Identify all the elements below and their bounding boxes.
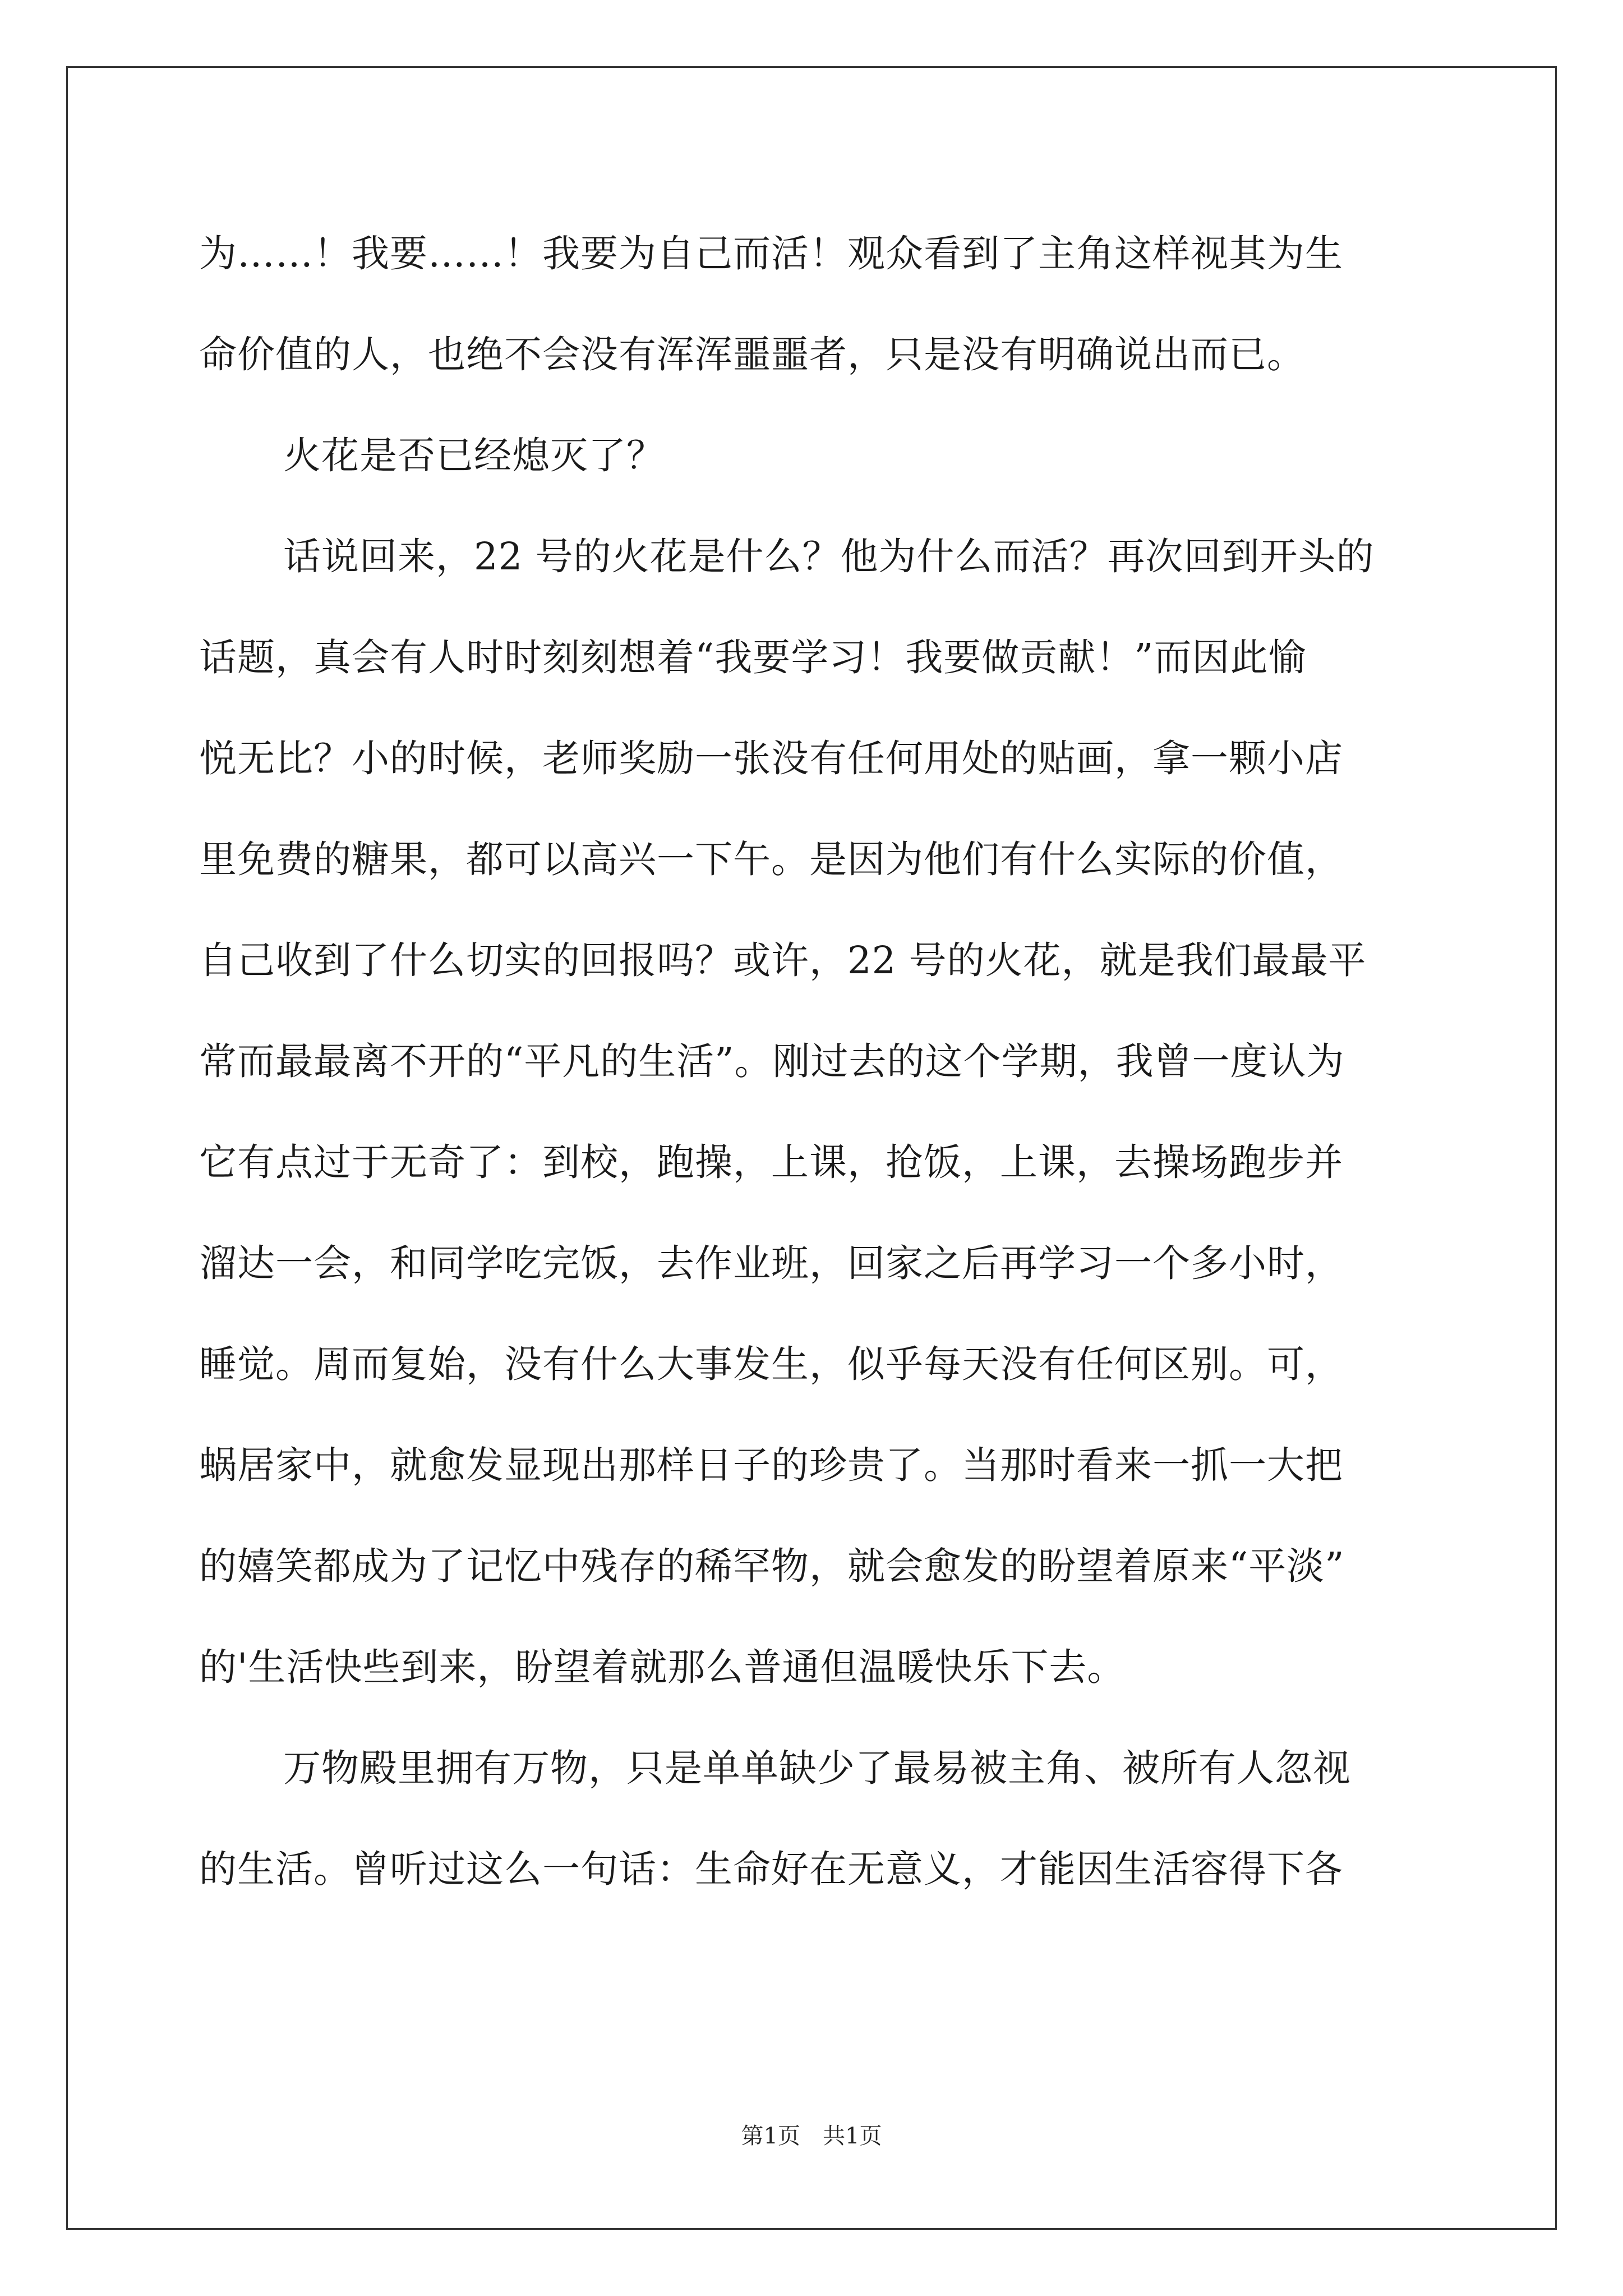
text-line: 为……！我要……！我要为自己而活！观众看到了主角这样视其为生 bbox=[199, 232, 1343, 275]
text-line: 自己收到了什么切实的回报吗？或许，22 号的火花，就是我们最最平 bbox=[199, 938, 1367, 982]
text-line: 里免费的糖果，都可以高兴一下午。是因为他们有什么实际的价值， bbox=[199, 838, 1343, 881]
text-line: 的嬉笑都成为了记忆中残存的稀罕物，就会愈发的盼望着原来“平淡” bbox=[199, 1544, 1345, 1588]
section-heading: 火花是否已经熄灭了？ bbox=[283, 434, 665, 477]
text-line: 话题，真会有人时时刻刻想着“我要学习！我要做贡献！”而因此愉 bbox=[199, 636, 1307, 679]
text-line: 悦无比？小的时候，老师奖励一张没有任何用处的贴画，拿一颗小店 bbox=[199, 737, 1343, 780]
text-line: 溜达一会，和同学吃完饭，去作业班，回家之后再学习一个多小时， bbox=[199, 1241, 1343, 1285]
page-number-footer: 第1页 共1页 bbox=[741, 2123, 882, 2149]
text-line: 话说回来，22 号的火花是什么？他为什么而活？再次回到开头的 bbox=[283, 535, 1375, 578]
text-line: 命价值的人，也绝不会没有浑浑噩噩者，只是没有明确说出而已。 bbox=[199, 333, 1305, 376]
text-line: 的生活。曾听过这么一句话：生命好在无意义，才能因生活容得下各 bbox=[199, 1847, 1343, 1891]
text-line: 的'生活快些到来，盼望着就那么普通但温暖快乐下去。 bbox=[199, 1645, 1126, 1689]
text-line: 它有点过于无奇了：到校，跑操，上课，抢饭，上课，去操场跑步并 bbox=[199, 1140, 1343, 1184]
text-line: 万物殿里拥有万物，只是单单缺少了最易被主角、被所有人忽视 bbox=[283, 1746, 1351, 1790]
text-line: 常而最最离不开的“平凡的生活”。刚过去的这个学期，我曾一度认为 bbox=[199, 1039, 1345, 1083]
text-line: 睡觉。周而复始，没有什么大事发生，似乎每天没有任何区别。可， bbox=[199, 1342, 1343, 1386]
text-line: 蜗居家中，就愈发显现出那样日子的珍贵了。当那时看来一抓一大把 bbox=[199, 1443, 1343, 1487]
